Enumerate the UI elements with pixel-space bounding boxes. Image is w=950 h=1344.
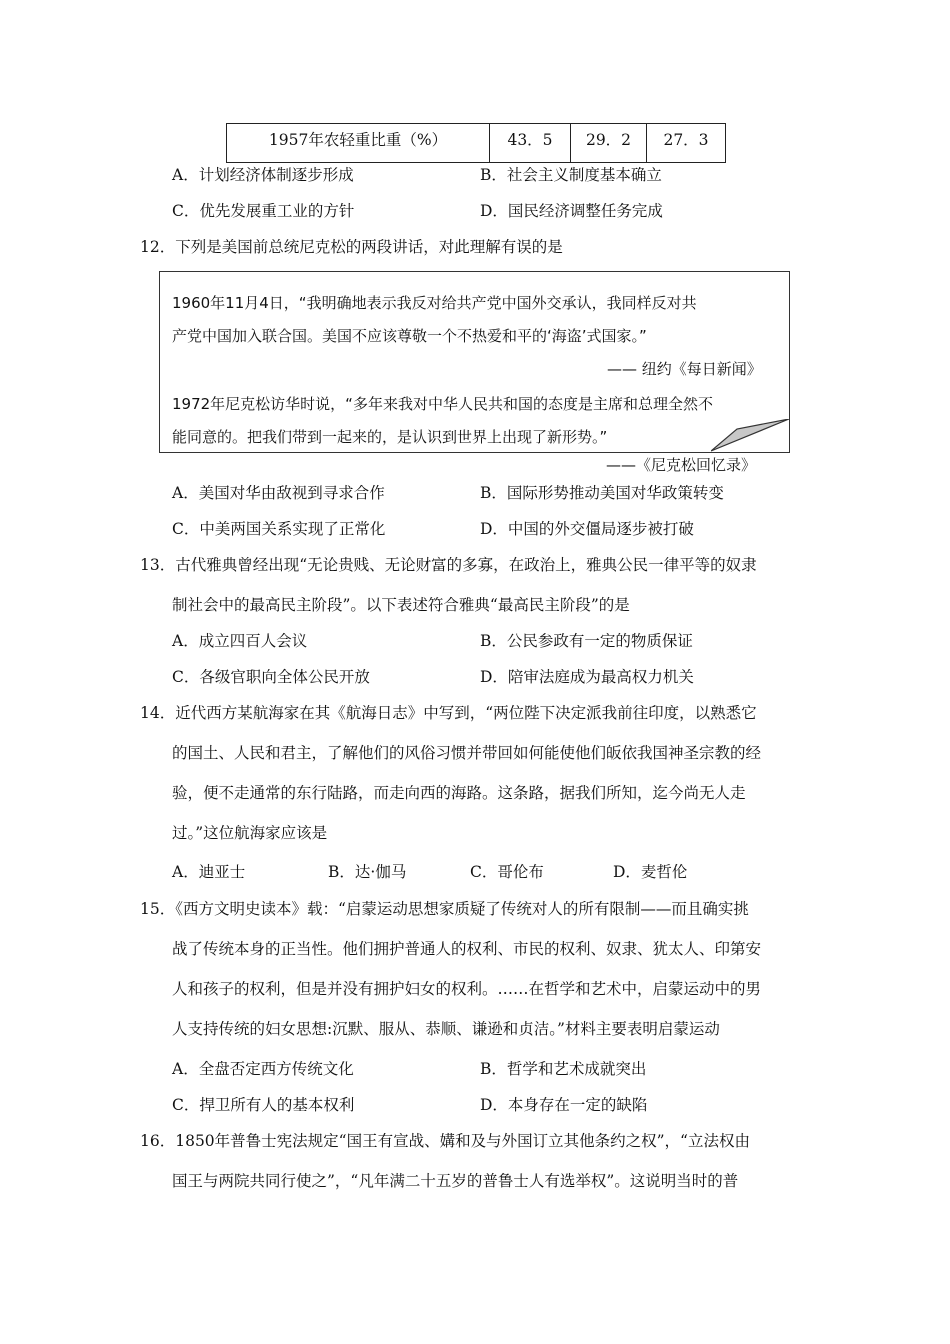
quote-source: ——《尼克松回忆录》 bbox=[606, 456, 757, 474]
option-c: C．各级官职向全体公民开放 bbox=[172, 668, 370, 686]
option-d: D．国民经济调整任务完成 bbox=[480, 202, 663, 220]
option-b: B．社会主义制度基本确立 bbox=[480, 166, 662, 184]
option-a: A．成立四百人会议 bbox=[172, 632, 308, 650]
quote-source: —— 纽约《每日新闻》 bbox=[607, 360, 762, 378]
question-stem: 过。”这位航海家应该是 bbox=[172, 824, 328, 842]
option-b: B．国际形势推动美国对华政策转变 bbox=[480, 484, 724, 502]
question-stem: 13．古代雅典曾经出现“无论贵贱、无论财富的多寡，在政治上，雅典公民一律平等的奴隶 bbox=[140, 556, 757, 574]
quote-text: 能同意的。把我们带到一起来的，是认识到世界上出现了新形势。” bbox=[172, 428, 608, 446]
question-stem: 制社会中的最高民主阶段”。以下表述符合雅典“最高民主阶段”的是 bbox=[172, 596, 630, 614]
table-value-cell: 43．5 bbox=[507, 131, 553, 149]
option-a: A．美国对华由敌视到寻求合作 bbox=[172, 484, 385, 502]
question-stem: 验，便不走通常的东行陆路，而走向西的海路。这条路，据我们所知，迄今尚无人走 bbox=[172, 784, 746, 802]
question-stem: 的国土、人民和君主，了解他们的风俗习惯并带回如何能使他们皈依我国神圣宗教的经 bbox=[172, 744, 762, 762]
option-d: D．本身存在一定的缺陷 bbox=[480, 1096, 648, 1114]
question-stem: 15．《西方文明史读本》载：“启蒙运动思想家质疑了传统对人的所有限制——而且确实挑 bbox=[140, 900, 749, 918]
option-d: D．麦哲伦 bbox=[613, 863, 688, 881]
option-b: B．哲学和艺术成就突出 bbox=[480, 1060, 647, 1078]
quote-text: 产党中国加入联合国。美国不应该尊敬一个不热爱和平的‘海盗’式国家。” bbox=[172, 327, 647, 345]
option-c: C．优先发展重工业的方针 bbox=[172, 202, 355, 220]
page-curl-icon bbox=[711, 419, 791, 453]
option-c: C．哥伦布 bbox=[470, 863, 544, 881]
quote-text: 1972年尼克松访华时说，“多年来我对中华人民共和国的态度是主席和总理全然不 bbox=[172, 395, 713, 413]
question-stem: 16．1850年普鲁士宪法规定“国王有宣战、媾和及与外国订立其他条约之权”，“立法权由 bbox=[140, 1132, 750, 1150]
option-d: D．中国的外交僵局逐步被打破 bbox=[480, 520, 694, 538]
question-stem: 人支持传统的妇女思想:沉默、服从、恭顺、谦逊和贞洁。”材料主要表明启蒙运动 bbox=[172, 1020, 720, 1038]
quote-text: 1960年11月4日，“我明确地表示我反对给共产党中国外交承认，我同样反对共 bbox=[172, 294, 697, 312]
option-c: C．捍卫所有人的基本权利 bbox=[172, 1096, 355, 1114]
table-value-cell: 29．2 bbox=[585, 131, 632, 149]
option-d: D．陪审法庭成为最高权力机关 bbox=[480, 668, 694, 686]
question-stem: 战了传统本身的正当性。他们拥护普通人的权利、市民的权利、奴隶、犹太人、印第安 bbox=[172, 940, 762, 958]
option-a: A．全盘否定西方传统文化 bbox=[172, 1060, 354, 1078]
option-c: C．中美两国关系实现了正常化 bbox=[172, 520, 386, 538]
option-b: B．公民参政有一定的物质保证 bbox=[480, 632, 693, 650]
quote-box bbox=[159, 271, 790, 453]
question-stem: 国王与两院共同行使之”，“凡年满二十五岁的普鲁士人有选举权”。这说明当时的普 bbox=[172, 1172, 739, 1190]
table-value-cell: 27．3 bbox=[663, 131, 709, 149]
question-stem: 12．下列是美国前总统尼克松的两段讲话，对此理解有误的是 bbox=[140, 238, 563, 256]
question-stem: 14．近代西方某航海家在其《航海日志》中写到，“两位陛下决定派我前往印度，以熟悉它 bbox=[140, 704, 757, 722]
data-table-row bbox=[226, 123, 726, 163]
option-a: A．计划经济体制逐步形成 bbox=[172, 166, 354, 184]
option-a: A．迪亚士 bbox=[172, 863, 246, 881]
table-label-cell: 1957年农轻重比重（%） bbox=[268, 131, 448, 149]
question-stem: 人和孩子的权利，但是并没有拥护妇女的权利。……在哲学和艺术中，启蒙运动中的男 bbox=[172, 980, 762, 998]
option-b: B．达·伽马 bbox=[328, 863, 407, 881]
